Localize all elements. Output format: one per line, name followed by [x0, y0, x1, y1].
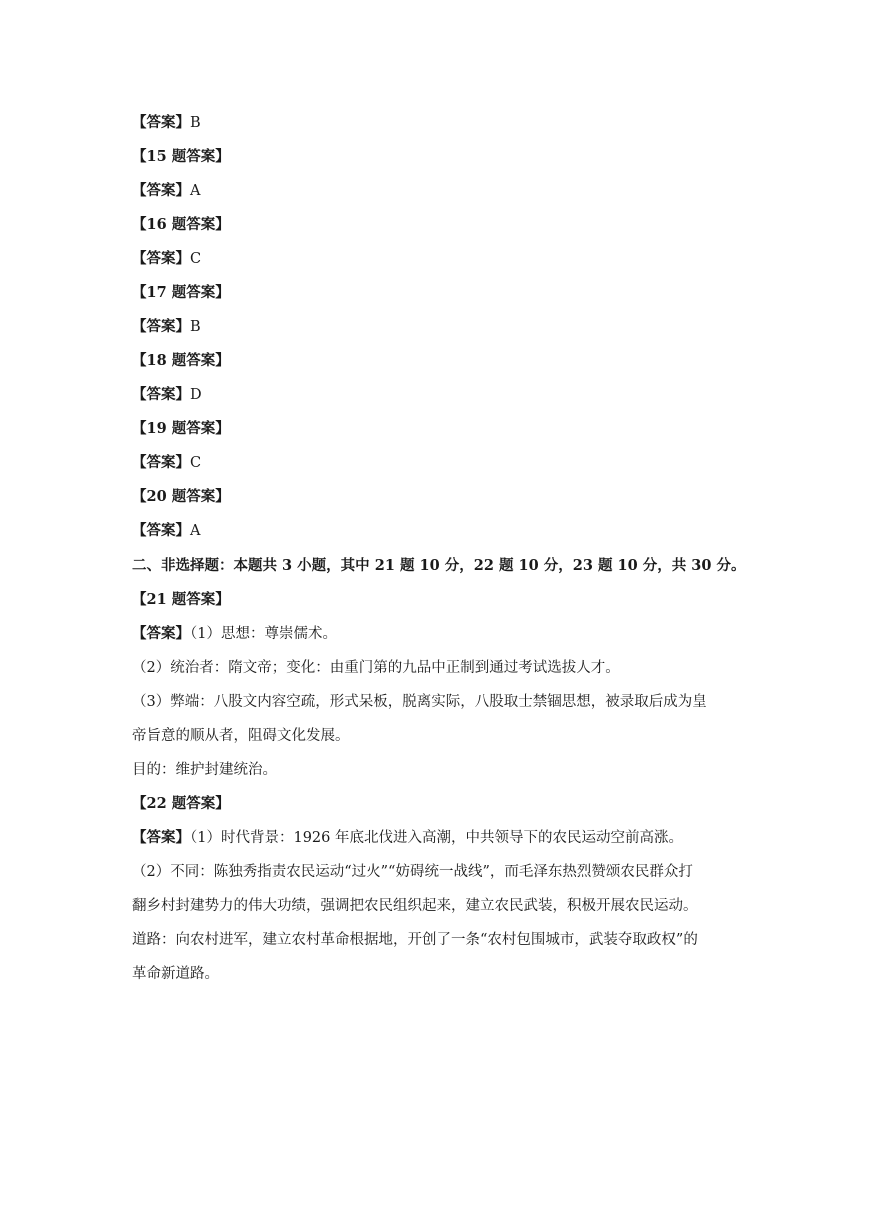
answer-text: （2）不同：陈独秀指责农民运动“过火”“妨碍统一战线”，而毛泽东热烈赞颂农民群众打: [132, 864, 693, 880]
answer-text: 帝旨意的顺从者，阻碍文化发展。: [132, 728, 350, 744]
question-header: 【19 题答案】: [132, 420, 230, 437]
answer-text: （3）弊端：八股文内容空疏，形式呆板，脱离实际，八股取士禁锢思想，被录取后成为皇: [132, 694, 707, 710]
question-header: 【20 题答案】: [132, 488, 230, 505]
answer-line: 【答案】（1）思想：尊崇儒术。: [132, 625, 337, 642]
section-heading: 二、非选择题：本题共 3 小题，其中 21 题 10 分，22 题 10 分，23 题 10 分，共 30 分。: [132, 557, 746, 574]
answer-text: 目的：维护封建统治。: [132, 762, 277, 778]
answer-line: 【答案】B: [132, 114, 201, 131]
question-header: 【21 题答案】: [132, 591, 230, 608]
question-header: 【16 题答案】: [132, 216, 230, 233]
answer-line: 【答案】A: [132, 522, 201, 539]
answer-line: 【答案】A: [132, 182, 201, 199]
question-header: 【17 题答案】: [132, 284, 230, 301]
question-header: 【22 题答案】: [132, 795, 230, 812]
answer-line: 【答案】C: [132, 454, 202, 471]
answer-line: 【答案】D: [132, 386, 202, 403]
answer-text: 道路：向农村进军，建立农村革命根据地，开创了一条“农村包围城市，武装夺取政权”的: [132, 932, 698, 948]
answer-text: 革命新道路。: [132, 966, 219, 982]
answer-line: 【答案】B: [132, 318, 201, 335]
answer-line: 【答案】（1）时代背景：1926 年底北伐进入高潮，中共领导下的农民运动空前高涨。: [132, 829, 683, 846]
answer-text: 翻乡村封建势力的伟大功绩，强调把农民组织起来，建立农民武装，积极开展农民运动。: [132, 898, 698, 914]
answer-line: 【答案】C: [132, 250, 202, 267]
answer-text: （2）统治者：隋文帝；变化：由重门第的九品中正制到通过考试选拔人才。: [132, 660, 620, 676]
question-header: 【18 题答案】: [132, 352, 230, 369]
question-header: 【15 题答案】: [132, 148, 230, 165]
